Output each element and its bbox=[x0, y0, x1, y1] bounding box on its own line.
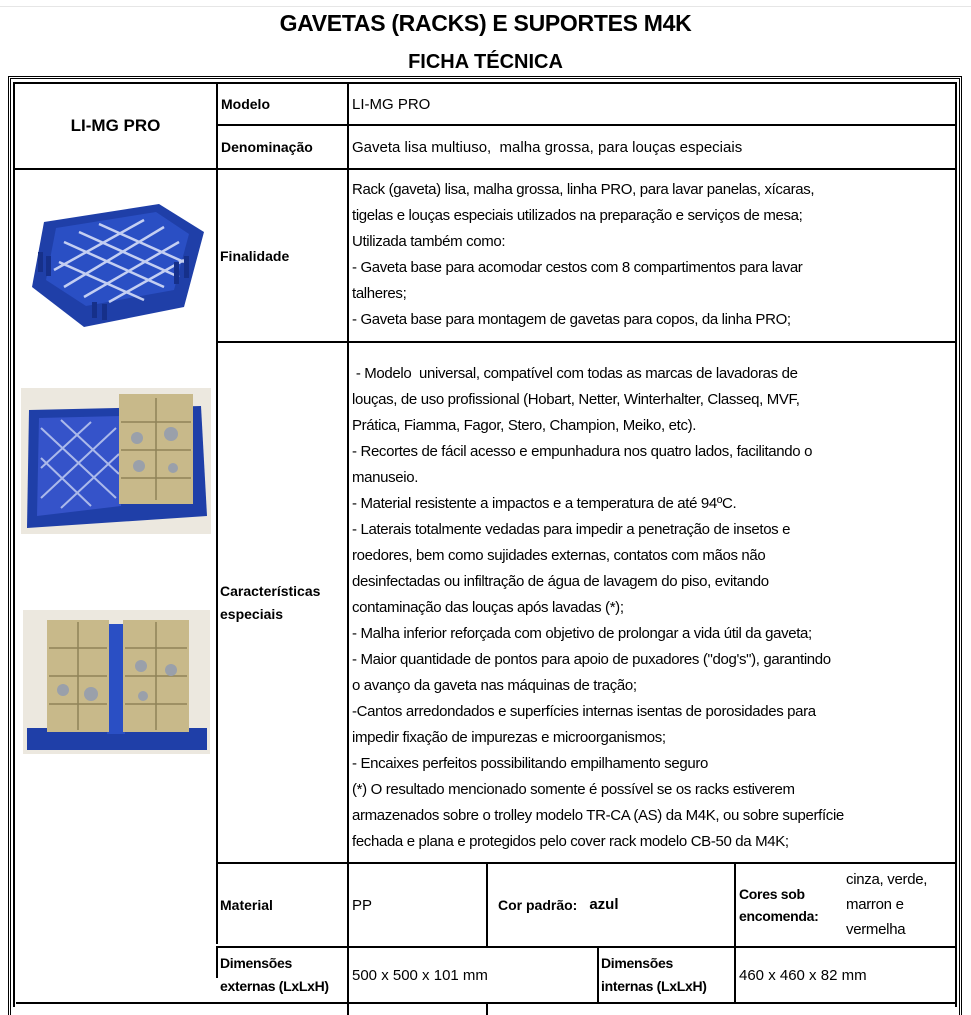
document-subtitle: FICHA TÉCNICA bbox=[408, 51, 563, 73]
rack-basket-illustration bbox=[21, 388, 211, 534]
cor-padrao-value: azul bbox=[589, 896, 619, 913]
text-line: - Gaveta base para montagem de gavetas para copos, da linha PRO; bbox=[352, 311, 791, 328]
text-line: cinza, verde, bbox=[846, 871, 928, 888]
material-value: PP bbox=[352, 896, 373, 914]
material-label: Material bbox=[220, 897, 273, 913]
text-line: - Recortes de fácil acesso e empunhadura nos quatro lados, facilitando o bbox=[352, 443, 813, 460]
text-line: o avanço da gaveta nas máquinas de tração; bbox=[352, 677, 637, 694]
top-rule bbox=[0, 6, 971, 7]
text-line: vermelha bbox=[846, 921, 906, 938]
product-name: LI-MG PRO bbox=[70, 116, 161, 135]
label-line: especiais bbox=[220, 606, 284, 622]
rack-illustration bbox=[24, 192, 208, 332]
label-line: internas (LxLxH) bbox=[601, 978, 707, 994]
cor-padrao-cell bbox=[498, 864, 732, 946]
product-name-cell bbox=[15, 84, 216, 168]
label-line: Cores sob bbox=[739, 886, 805, 902]
text-line: (*) O resultado mencionado somente é possível se os racks estiverem bbox=[352, 781, 795, 798]
text-line: - Gaveta base para acomodar cestos com 8 compartimentos para lavar bbox=[352, 259, 803, 276]
modelo-label: Modelo bbox=[221, 96, 270, 112]
caracteristicas-text bbox=[352, 361, 954, 855]
text-line: Rack (gaveta) lisa, malha grossa, linha PRO, para lavar panelas, xícaras, bbox=[352, 181, 815, 198]
text-line: tigelas e louças especiais utilizados na preparação e serviços de mesa; bbox=[352, 207, 803, 224]
text-line: manuseio. bbox=[352, 469, 419, 486]
text-line: - Material resistente a impactos e a temperatura de até 94ºC. bbox=[352, 495, 737, 512]
column-divider bbox=[347, 82, 349, 1015]
text-line: - Maior quantidade de pontos para apoio de puxadores ("dog's"), garantindo bbox=[352, 651, 831, 668]
cores-encomenda-value bbox=[846, 867, 954, 942]
column-divider bbox=[734, 946, 736, 1004]
label-line: Características bbox=[220, 583, 321, 599]
product-image-rack-two-baskets bbox=[23, 610, 210, 754]
column-divider bbox=[486, 862, 488, 946]
table-right-border bbox=[955, 82, 957, 1007]
text-line: contaminação das louças após lavadas (*); bbox=[352, 599, 624, 616]
row-divider bbox=[216, 341, 957, 343]
column-divider bbox=[597, 946, 599, 1004]
dimensoes-externas-value: 500 x 500 x 101 mm bbox=[352, 966, 488, 984]
finalidade-label: Finalidade bbox=[220, 247, 290, 264]
dimensoes-internas-value: 460 x 460 x 82 mm bbox=[739, 966, 867, 984]
text-line: impedir fixação de impurezas e microorganismos; bbox=[352, 729, 666, 746]
document-title: GAVETAS (RACKS) E SUPORTES M4K bbox=[279, 10, 692, 36]
text-line: - Modelo universal, compatível com todas as marcas de lavadoras de bbox=[352, 365, 798, 382]
text-line: desinfectadas ou infiltração de água de lavagem do piso, evitando bbox=[352, 573, 769, 590]
table-left-border bbox=[13, 82, 15, 1007]
column-divider bbox=[734, 862, 736, 946]
text-line: Prática, Fiamma, Fagor, Stero, Champion, Meiko, etc). bbox=[352, 417, 697, 434]
text-line: armazenados sobre o trolley modelo TR-CA (AS) da M4K, ou sobre superfície bbox=[352, 807, 844, 824]
text-line: - Encaixes perfeitos possibilitando empilhamento seguro bbox=[352, 755, 708, 772]
dimensoes-externas-label bbox=[220, 952, 346, 998]
text-line: fechada e plana e protegidos pelo cover rack modelo CB-50 da M4K; bbox=[352, 833, 789, 850]
text-line: - Laterais totalmente vedadas para impedir a penetração de insetos e bbox=[352, 521, 791, 538]
text-line: -Cantos arredondados e superfícies internas isentas de porosidades para bbox=[352, 703, 816, 720]
row-divider bbox=[13, 168, 957, 170]
column-divider bbox=[216, 948, 218, 978]
column-divider bbox=[486, 1002, 488, 1015]
modelo-value: LI-MG PRO bbox=[352, 95, 431, 113]
finalidade-text bbox=[352, 177, 953, 333]
rack-two-baskets-illustration bbox=[23, 610, 210, 754]
text-line: louças, de uso profissional (Hobart, Netter, Winterhalter, Classeq, MVF, bbox=[352, 391, 800, 408]
text-line: - Malha inferior reforçada com objetivo de prolongar a vida útil da gaveta; bbox=[352, 625, 812, 642]
label-line: externas (LxLxH) bbox=[220, 978, 329, 994]
label-line: Dimensões bbox=[601, 955, 673, 971]
label-line: Dimensões bbox=[220, 955, 292, 971]
product-image-rack bbox=[24, 192, 208, 332]
text-line: roedores, bem como sujidades externas, contatos com mãos não bbox=[352, 547, 766, 564]
caracteristicas-label bbox=[220, 580, 345, 626]
text-line: talheres; bbox=[352, 285, 407, 302]
column-divider bbox=[216, 82, 218, 944]
text-line: marron e bbox=[846, 896, 904, 913]
cor-padrao-label: Cor padrão: bbox=[498, 897, 578, 913]
label-line: encomenda: bbox=[739, 908, 819, 924]
cores-encomenda-label bbox=[739, 883, 843, 927]
text-line: Utilizada também como: bbox=[352, 233, 506, 250]
denominacao-label: Denominação bbox=[221, 139, 313, 155]
denominacao-value: Gaveta lisa multiuso, malha grossa, para louças especiais bbox=[352, 138, 743, 156]
dimensoes-internas-label bbox=[601, 952, 733, 998]
product-image-rack-one-basket bbox=[21, 388, 211, 534]
